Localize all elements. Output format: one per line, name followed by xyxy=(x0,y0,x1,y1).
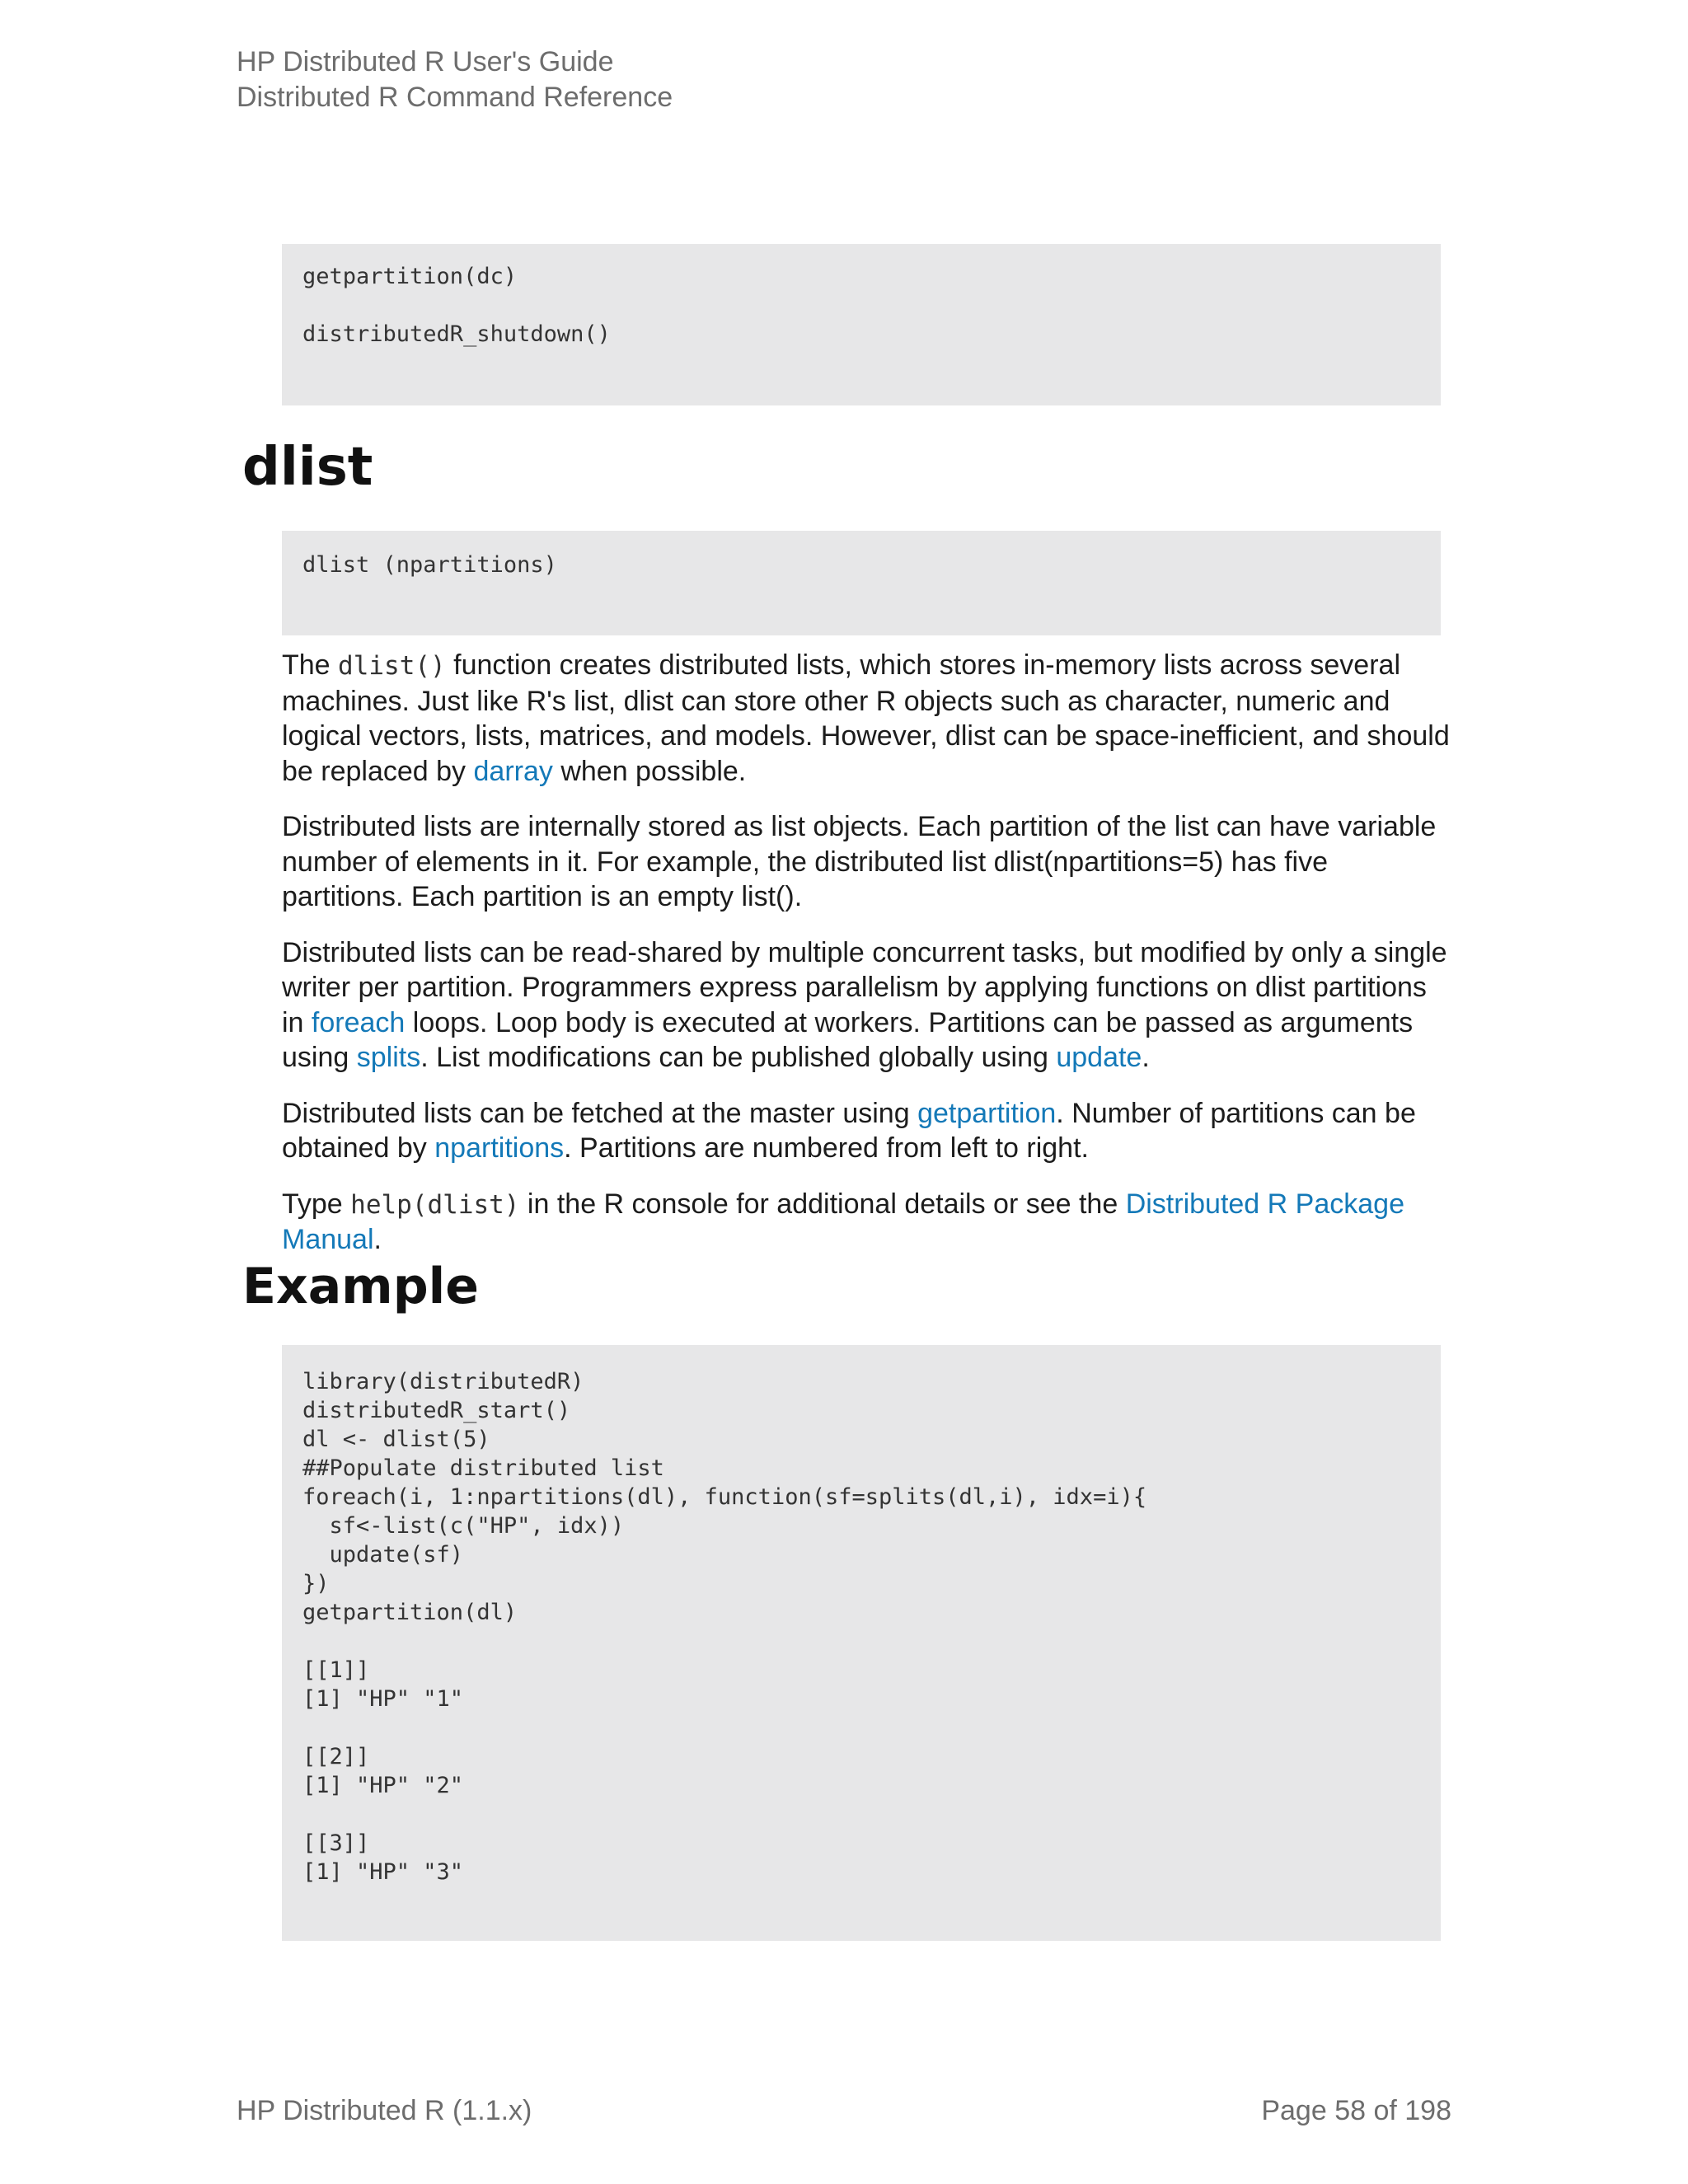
inline-code: dlist() xyxy=(338,651,446,681)
code-line: distributedR_shutdown() xyxy=(302,321,611,347)
code-line: [1] "HP" "3" xyxy=(302,1859,464,1885)
paragraph-parallelism: Distributed lists can be read-shared by multiple concurrent tasks, but modified by only a single writer per partition. Programmers express parallelism by applying functions on dlist partitions in foreach loops. Loop body is executed at workers. Partitions can be passed as arguments using splits. List modifications can be published globally using update. xyxy=(282,936,1447,1073)
code-line xyxy=(302,291,1441,320)
section-heading-dlist: dlist xyxy=(242,437,373,498)
code-block-previous xyxy=(282,244,1441,405)
footer-page-number: Page 58 of 198 xyxy=(1261,2095,1451,2126)
footer-product: HP Distributed R (1.1.x) xyxy=(237,2095,532,2126)
running-header xyxy=(237,45,673,115)
inline-code: help(dlist) xyxy=(350,1189,520,1220)
paragraph-storage: Distributed lists are internally stored as list objects. Each partition of the list can have variable number of elements in it. For example, the distributed list dlist(npartitions=5) has five partitions. Each partition is an empty list(). xyxy=(282,811,1437,912)
code-block-signature xyxy=(282,531,1441,635)
link-splits[interactable]: splits xyxy=(356,1042,421,1073)
guide-title: HP Distributed R User's Guide xyxy=(237,46,614,77)
code-line xyxy=(302,1800,1441,1829)
code-line: [1] "HP" "2" xyxy=(302,1773,464,1798)
paragraph-help: Type help(dlist) in the R console for additional details or see the Distributed R Package Manual. xyxy=(282,1188,1404,1255)
code-line: [[1]] xyxy=(302,1657,370,1683)
code-line: getpartition(dc) xyxy=(302,264,518,289)
code-line: getpartition(dl) xyxy=(302,1600,518,1625)
code-line xyxy=(302,1713,1441,1742)
code-line: dlist (npartitions) xyxy=(302,552,557,578)
link-getpartition[interactable]: getpartition xyxy=(917,1097,1057,1129)
code-line: sf<-list(c("HP", idx)) xyxy=(302,1513,625,1539)
code-block-content xyxy=(302,1367,1441,1886)
code-block-example xyxy=(282,1345,1441,1941)
link-update[interactable]: update xyxy=(1056,1042,1142,1073)
code-line: library(distributedR) xyxy=(302,1369,584,1394)
code-block-content xyxy=(302,262,1441,349)
link-darray[interactable]: darray xyxy=(473,755,553,787)
section-title: Distributed R Command Reference xyxy=(237,82,673,113)
code-line: update(sf) xyxy=(302,1542,464,1568)
code-line: distributedR_start() xyxy=(302,1398,571,1423)
code-line: [1] "HP" "1" xyxy=(302,1686,464,1712)
code-line: [[3]] xyxy=(302,1830,370,1856)
link-npartitions[interactable]: npartitions xyxy=(434,1132,565,1164)
code-line: }) xyxy=(302,1571,330,1596)
code-line: ##Populate distributed list xyxy=(302,1455,664,1481)
link-package-manual[interactable]: Distributed R Package Manual xyxy=(282,1188,1404,1255)
code-line xyxy=(302,1627,1441,1656)
dlist-description xyxy=(282,648,1452,1278)
code-line: foreach(i, 1:npartitions(dl), function(sf=splits(dl,i), idx=i){ xyxy=(302,1484,1147,1510)
paragraph-intro: The dlist() function creates distributed lists, which stores in-memory lists across several machines. Just like R's list, dlist can store other R objects such as character, numeric and logical vectors, lists, matrices, and models. However, dlist can be space-inefficient, and should be replaced by darray when possible. xyxy=(282,649,1450,787)
code-block-content xyxy=(302,551,1441,579)
code-line: dl <- dlist(5) xyxy=(302,1427,490,1452)
link-foreach[interactable]: foreach xyxy=(311,1006,406,1038)
section-heading-example: Example xyxy=(242,1258,479,1315)
code-line: [[2]] xyxy=(302,1744,370,1769)
paragraph-fetch: Distributed lists can be fetched at the master using getpartition. Number of partitions can be obtained by npartitions. Partitions are numbered from left to right. xyxy=(282,1097,1416,1164)
